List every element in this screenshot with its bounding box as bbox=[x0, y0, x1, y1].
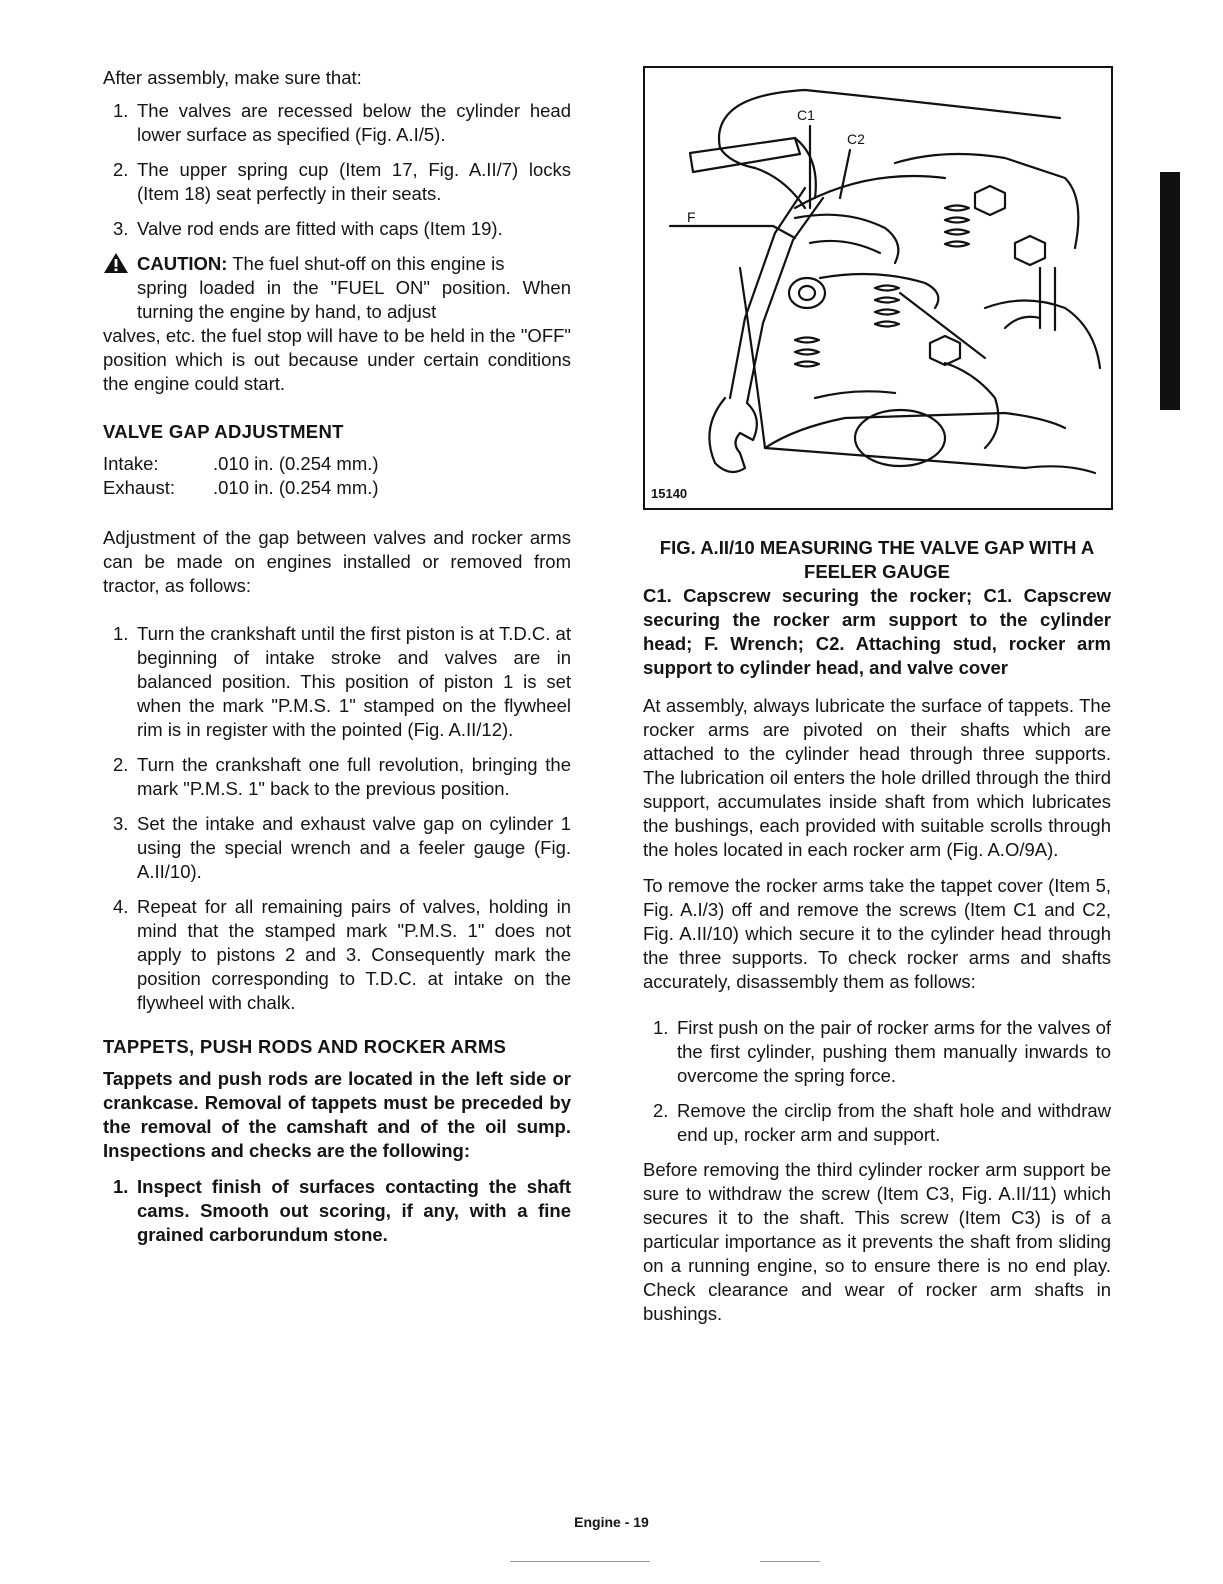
figure-caption-title: FIG. A.II/10 MEASURING THE VALVE GAP WITH A FEELER GAUGE bbox=[659, 537, 1095, 582]
caution-notice bbox=[103, 252, 571, 396]
valve-gap-spec bbox=[103, 452, 571, 500]
right-column bbox=[643, 66, 1111, 1338]
figure-label-c1: C1 bbox=[797, 107, 815, 123]
adjustment-paragraph: Adjustment of the gap between valves and rocker arms can be made on engines installed or removed from tractor, as follows: bbox=[103, 527, 571, 596]
list-item: 2. Remove the circlip from the shaft hole and withdraw end up, rocker arm and support. bbox=[653, 1100, 1111, 1145]
assembly-intro: After assembly, make sure that: bbox=[103, 67, 362, 88]
figure-caption-body: C1. Capscrew securing the rocker; C1. Capscrew securing the rocker arm support to the cylinder head; F. Wrench; C2. Attaching stud, rocker arm support to cylinder head, and valve cover bbox=[643, 585, 1111, 678]
scan-artifact bbox=[760, 1561, 820, 1562]
adjustment-steps bbox=[103, 622, 571, 1015]
inspection-steps bbox=[103, 1175, 571, 1247]
lubrication-paragraph: At assembly, always lubricate the surface of tappets. The rocker arms are pivoted on their shafts which are attached to the cylinder head through three supports. The lubrication oil enters the hole drilled through the third support, accumulates inside shaft from which lubricates the bushings, each provided with suitable scrolls through the holes located in each rocker arm (Fig. A.O/9A). bbox=[643, 695, 1111, 860]
list-item: 4. Repeat for all remaining pairs of valves, holding in mind that the stamped mark "P.M.S. 1" does not apply to pistons 2 and 3. Consequently mark the position corresponding to T.D.C. at intake on the flywheel with chalk. bbox=[113, 896, 571, 1013]
valve-gap-heading: VALVE GAP ADJUSTMENT bbox=[103, 421, 344, 442]
third-cylinder-paragraph: Before removing the third cylinder rocker arm support be sure to withdraw the screw (Item C3, Fig. A.II/11) which secures it to the shaft. This screw (Item C3) is of a particular importance as it prevents the shaft from sliding on a running engine, so to ensure there is no end play. Check clearance and wear of rocker arm shafts in bushings. bbox=[643, 1159, 1111, 1324]
list-item: 3. Valve rod ends are fitted with caps (Item 19). bbox=[113, 218, 503, 239]
removal-paragraph: To remove the rocker arms take the tappet cover (Item 5, Fig. A.I/3) off and remove the screws (Item C1 and C2, Fig. A.II/10) which secure it to the cylinder head through the three supports. To check rocker arms and shafts accurately, disassembly them as follows: bbox=[643, 875, 1111, 992]
figure-valve-gap bbox=[643, 66, 1113, 510]
caution-label: CAUTION: bbox=[137, 253, 228, 274]
list-item: 1. Inspect finish of surfaces contacting the shaft cams. Smooth out scoring, if any, with a fine grained carborundum stone. bbox=[113, 1176, 571, 1245]
left-column bbox=[103, 66, 571, 1258]
caution-second-line: spring loaded in the "FUEL ON" position. When turning the engine by hand, to adjust bbox=[137, 277, 571, 322]
list-item: 1. First push on the pair of rocker arms for the valves of the first cylinder, pushing them manually inwards to overcome the spring force. bbox=[653, 1017, 1111, 1086]
intake-label: Intake: bbox=[103, 453, 159, 474]
list-item: 1. The valves are recessed below the cylinder head lower surface as specified (Fig. A.I/5). bbox=[113, 100, 571, 145]
figure-number: 15140 bbox=[649, 482, 689, 506]
exhaust-value: .010 in. (0.254 mm.) bbox=[213, 477, 379, 498]
scan-artifact bbox=[510, 1561, 650, 1562]
list-item: 1. Turn the crankshaft until the first piston is at T.D.C. at beginning of intake stroke and valves are in balanced position. This position of piston 1 is set when the mark "P.M.S. 1" stamped on the flywheel rim is in register with the pointed (Fig. A.II/12). bbox=[113, 623, 571, 740]
list-item: 3. Set the intake and exhaust valve gap on cylinder 1 using the special wrench and a feeler gauge (Fig. A.II/10). bbox=[113, 813, 571, 882]
warning-triangle-icon bbox=[103, 252, 129, 274]
tappets-heading: TAPPETS, PUSH RODS AND ROCKER ARMS bbox=[103, 1036, 507, 1057]
figure-label-f: F bbox=[687, 209, 696, 225]
page-footer: Engine - 19 bbox=[574, 1514, 649, 1530]
list-item: 2. The upper spring cup (Item 17, Fig. A.II/7) locks (Item 18) seat perfectly in their seats. bbox=[113, 159, 571, 204]
rocker-removal-steps bbox=[643, 1016, 1111, 1147]
list-item: 2. Turn the crankshaft one full revolution, bringing the mark "P.M.S. 1" back to the previous position. bbox=[113, 754, 571, 799]
assembly-checklist bbox=[103, 99, 571, 241]
section-thumb-tab bbox=[1160, 172, 1180, 410]
tappets-paragraph: Tappets and push rods are located in the left side or crankcase. Removal of tappets must be preceded by the removal of the camshaft and of the oil sump. Inspections and checks are the following: bbox=[103, 1068, 571, 1161]
figure-label-c2: C2 bbox=[847, 131, 865, 147]
exhaust-label: Exhaust: bbox=[103, 477, 175, 498]
intake-value: .010 in. (0.254 mm.) bbox=[213, 453, 379, 474]
caution-tail: valves, etc. the fuel stop will have to be held in the "OFF" position which is out because under certain conditions the engine could start. bbox=[103, 325, 571, 394]
valve-gap-illustration bbox=[645, 68, 1111, 508]
caution-first-line: CAUTION: The fuel shut-off on this engine is bbox=[137, 253, 505, 274]
